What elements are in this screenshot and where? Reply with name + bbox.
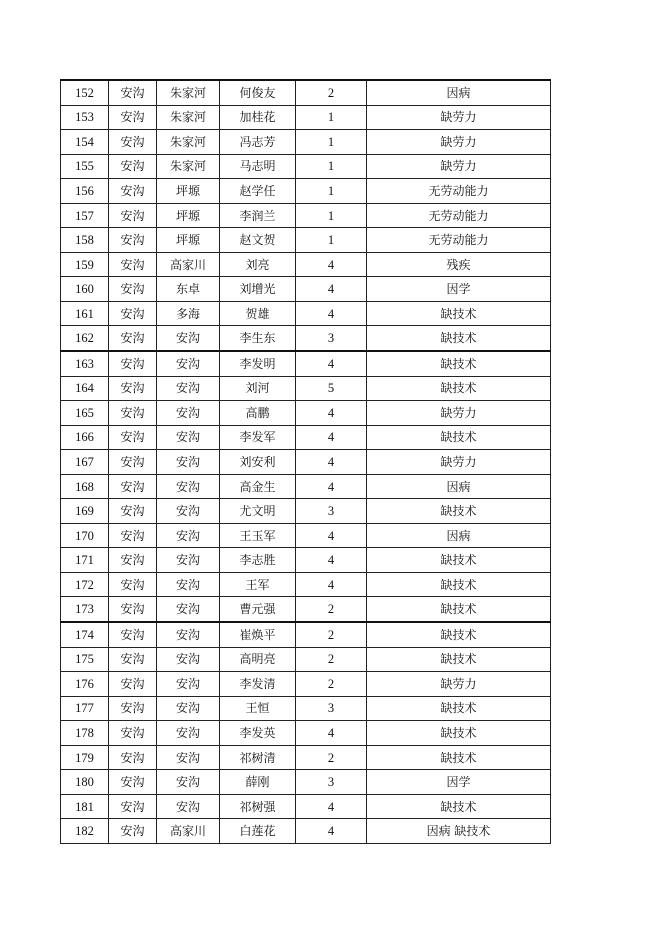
cell-name: 王玉军	[220, 523, 296, 548]
cell-household-size: 4	[296, 277, 367, 302]
table-row	[61, 622, 551, 647]
cell-household-size: 4	[296, 301, 367, 326]
cell-poverty-reason: 因病	[367, 474, 551, 499]
cell-household-size: 3	[296, 499, 367, 524]
cell-name: 刘亮	[220, 252, 296, 277]
table-row	[61, 597, 551, 622]
cell-town: 安沟	[109, 696, 157, 721]
cell-number: 179	[61, 745, 109, 770]
cell-poverty-reason: 缺技术	[367, 548, 551, 573]
cell-name: 王恒	[220, 696, 296, 721]
cell-name: 贺雄	[220, 301, 296, 326]
cell-name: 薛刚	[220, 770, 296, 795]
cell-village: 安沟	[157, 450, 220, 475]
cell-poverty-reason: 缺技术	[367, 647, 551, 672]
cell-village: 安沟	[157, 597, 220, 622]
cell-village: 高家川	[157, 819, 220, 844]
cell-town: 安沟	[109, 130, 157, 155]
cell-number: 162	[61, 326, 109, 351]
cell-name: 崔焕平	[220, 622, 296, 647]
cell-number: 155	[61, 154, 109, 179]
cell-village: 安沟	[157, 499, 220, 524]
cell-village: 坪塬	[157, 203, 220, 228]
cell-household-size: 4	[296, 548, 367, 573]
table-row	[61, 548, 551, 573]
cell-household-size: 4	[296, 425, 367, 450]
cell-village: 安沟	[157, 523, 220, 548]
cell-name: 王军	[220, 572, 296, 597]
cell-village: 安沟	[157, 572, 220, 597]
cell-town: 安沟	[109, 105, 157, 130]
cell-name: 祁树清	[220, 745, 296, 770]
cell-poverty-reason: 缺劳力	[367, 450, 551, 475]
cell-number: 152	[61, 80, 109, 105]
cell-household-size: 1	[296, 105, 367, 130]
cell-number: 182	[61, 819, 109, 844]
cell-name: 李生东	[220, 326, 296, 351]
cell-poverty-reason: 缺技术	[367, 622, 551, 647]
cell-number: 159	[61, 252, 109, 277]
cell-poverty-reason: 因病 缺技术	[367, 819, 551, 844]
cell-village: 东卓	[157, 277, 220, 302]
cell-town: 安沟	[109, 474, 157, 499]
cell-town: 安沟	[109, 572, 157, 597]
cell-number: 164	[61, 376, 109, 401]
cell-number: 180	[61, 770, 109, 795]
table-row	[61, 376, 551, 401]
table-row	[61, 401, 551, 426]
cell-number: 174	[61, 622, 109, 647]
cell-poverty-reason: 缺技术	[367, 572, 551, 597]
cell-village: 安沟	[157, 770, 220, 795]
cell-name: 白莲花	[220, 819, 296, 844]
table-row	[61, 425, 551, 450]
cell-household-size: 1	[296, 228, 367, 253]
cell-number: 166	[61, 425, 109, 450]
cell-household-size: 4	[296, 794, 367, 819]
cell-poverty-reason: 缺技术	[367, 745, 551, 770]
cell-town: 安沟	[109, 277, 157, 302]
cell-number: 157	[61, 203, 109, 228]
table-row	[61, 770, 551, 795]
table-row	[61, 326, 551, 351]
cell-poverty-reason: 缺劳力	[367, 672, 551, 697]
cell-town: 安沟	[109, 351, 157, 376]
cell-name: 刘增光	[220, 277, 296, 302]
cell-household-size: 4	[296, 572, 367, 597]
cell-town: 安沟	[109, 450, 157, 475]
cell-name: 李发军	[220, 425, 296, 450]
cell-village: 安沟	[157, 401, 220, 426]
table-row	[61, 228, 551, 253]
cell-name: 马志明	[220, 154, 296, 179]
cell-number: 160	[61, 277, 109, 302]
cell-household-size: 4	[296, 721, 367, 746]
cell-name: 高鹏	[220, 401, 296, 426]
table-row	[61, 154, 551, 179]
cell-poverty-reason: 因学	[367, 770, 551, 795]
cell-village: 安沟	[157, 351, 220, 376]
cell-village: 安沟	[157, 696, 220, 721]
table-row	[61, 450, 551, 475]
cell-name: 曹元强	[220, 597, 296, 622]
cell-town: 安沟	[109, 376, 157, 401]
cell-village: 安沟	[157, 548, 220, 573]
table-body	[61, 80, 551, 843]
cell-poverty-reason: 缺劳力	[367, 401, 551, 426]
cell-name: 冯志芳	[220, 130, 296, 155]
cell-town: 安沟	[109, 745, 157, 770]
cell-number: 176	[61, 672, 109, 697]
cell-village: 朱家河	[157, 130, 220, 155]
cell-town: 安沟	[109, 228, 157, 253]
table-row	[61, 721, 551, 746]
cell-town: 安沟	[109, 203, 157, 228]
cell-number: 172	[61, 572, 109, 597]
cell-village: 安沟	[157, 721, 220, 746]
cell-town: 安沟	[109, 647, 157, 672]
cell-number: 181	[61, 794, 109, 819]
cell-household-size: 3	[296, 696, 367, 721]
cell-number: 175	[61, 647, 109, 672]
cell-village: 安沟	[157, 794, 220, 819]
cell-number: 156	[61, 179, 109, 204]
table-row	[61, 105, 551, 130]
cell-poverty-reason: 因学	[367, 277, 551, 302]
table-row	[61, 474, 551, 499]
cell-poverty-reason: 缺劳力	[367, 154, 551, 179]
cell-household-size: 1	[296, 179, 367, 204]
cell-household-size: 2	[296, 597, 367, 622]
table-row	[61, 523, 551, 548]
cell-name: 高明亮	[220, 647, 296, 672]
household-table	[60, 79, 551, 844]
cell-town: 安沟	[109, 425, 157, 450]
cell-town: 安沟	[109, 548, 157, 573]
table-row	[61, 277, 551, 302]
cell-village: 安沟	[157, 647, 220, 672]
cell-poverty-reason: 缺技术	[367, 376, 551, 401]
cell-name: 李发清	[220, 672, 296, 697]
cell-village: 安沟	[157, 745, 220, 770]
cell-name: 李志胜	[220, 548, 296, 573]
cell-name: 何俊友	[220, 80, 296, 105]
table-row	[61, 672, 551, 697]
cell-number: 171	[61, 548, 109, 573]
cell-town: 安沟	[109, 672, 157, 697]
table-row	[61, 179, 551, 204]
cell-name: 赵学任	[220, 179, 296, 204]
cell-name: 李润兰	[220, 203, 296, 228]
cell-poverty-reason: 缺技术	[367, 721, 551, 746]
cell-town: 安沟	[109, 770, 157, 795]
table-row	[61, 572, 551, 597]
cell-town: 安沟	[109, 326, 157, 351]
cell-household-size: 4	[296, 523, 367, 548]
cell-town: 安沟	[109, 80, 157, 105]
cell-number: 173	[61, 597, 109, 622]
cell-poverty-reason: 缺技术	[367, 326, 551, 351]
table-row	[61, 794, 551, 819]
cell-poverty-reason: 缺劳力	[367, 130, 551, 155]
cell-household-size: 4	[296, 819, 367, 844]
cell-name: 李发英	[220, 721, 296, 746]
table-row	[61, 301, 551, 326]
cell-household-size: 4	[296, 252, 367, 277]
cell-household-size: 4	[296, 401, 367, 426]
cell-town: 安沟	[109, 794, 157, 819]
cell-number: 168	[61, 474, 109, 499]
table-row	[61, 499, 551, 524]
cell-poverty-reason: 缺技术	[367, 425, 551, 450]
cell-household-size: 3	[296, 770, 367, 795]
cell-village: 朱家河	[157, 80, 220, 105]
cell-number: 161	[61, 301, 109, 326]
cell-name: 刘安利	[220, 450, 296, 475]
cell-poverty-reason: 因病	[367, 523, 551, 548]
cell-town: 安沟	[109, 597, 157, 622]
cell-number: 154	[61, 130, 109, 155]
cell-town: 安沟	[109, 401, 157, 426]
cell-household-size: 1	[296, 154, 367, 179]
cell-poverty-reason: 缺技术	[367, 696, 551, 721]
cell-village: 坪塬	[157, 228, 220, 253]
cell-village: 安沟	[157, 672, 220, 697]
table-row	[61, 130, 551, 155]
cell-number: 158	[61, 228, 109, 253]
cell-household-size: 1	[296, 203, 367, 228]
cell-household-size: 2	[296, 672, 367, 697]
cell-poverty-reason: 缺技术	[367, 499, 551, 524]
cell-poverty-reason: 缺技术	[367, 351, 551, 376]
table-row	[61, 745, 551, 770]
table-row	[61, 696, 551, 721]
cell-town: 安沟	[109, 154, 157, 179]
cell-poverty-reason: 无劳动能力	[367, 179, 551, 204]
cell-village: 安沟	[157, 474, 220, 499]
cell-poverty-reason: 因病	[367, 80, 551, 105]
cell-poverty-reason: 缺技术	[367, 794, 551, 819]
cell-number: 178	[61, 721, 109, 746]
cell-poverty-reason: 无劳动能力	[367, 203, 551, 228]
cell-village: 坪塬	[157, 179, 220, 204]
cell-poverty-reason: 缺技术	[367, 597, 551, 622]
cell-name: 李发明	[220, 351, 296, 376]
cell-town: 安沟	[109, 252, 157, 277]
cell-household-size: 2	[296, 80, 367, 105]
table-row	[61, 80, 551, 105]
cell-town: 安沟	[109, 819, 157, 844]
cell-town: 安沟	[109, 622, 157, 647]
cell-village: 安沟	[157, 425, 220, 450]
cell-poverty-reason: 无劳动能力	[367, 228, 551, 253]
cell-town: 安沟	[109, 179, 157, 204]
cell-number: 169	[61, 499, 109, 524]
table-row	[61, 819, 551, 844]
cell-name: 高金生	[220, 474, 296, 499]
cell-village: 多海	[157, 301, 220, 326]
cell-number: 163	[61, 351, 109, 376]
cell-number: 170	[61, 523, 109, 548]
cell-village: 朱家河	[157, 154, 220, 179]
cell-village: 高家川	[157, 252, 220, 277]
cell-household-size: 3	[296, 326, 367, 351]
cell-poverty-reason: 残疾	[367, 252, 551, 277]
cell-name: 刘河	[220, 376, 296, 401]
table-row	[61, 252, 551, 277]
cell-household-size: 2	[296, 622, 367, 647]
cell-name: 赵文贺	[220, 228, 296, 253]
cell-town: 安沟	[109, 523, 157, 548]
cell-number: 153	[61, 105, 109, 130]
table-row	[61, 647, 551, 672]
cell-poverty-reason: 缺技术	[367, 301, 551, 326]
cell-name: 加桂花	[220, 105, 296, 130]
cell-number: 165	[61, 401, 109, 426]
table-row	[61, 351, 551, 376]
table-row	[61, 203, 551, 228]
cell-household-size: 2	[296, 647, 367, 672]
cell-household-size: 5	[296, 376, 367, 401]
cell-village: 朱家河	[157, 105, 220, 130]
cell-number: 177	[61, 696, 109, 721]
cell-name: 尤文明	[220, 499, 296, 524]
cell-town: 安沟	[109, 721, 157, 746]
cell-household-size: 4	[296, 351, 367, 376]
cell-number: 167	[61, 450, 109, 475]
cell-household-size: 1	[296, 130, 367, 155]
cell-town: 安沟	[109, 499, 157, 524]
cell-village: 安沟	[157, 326, 220, 351]
cell-village: 安沟	[157, 622, 220, 647]
cell-name: 祁树强	[220, 794, 296, 819]
cell-village: 安沟	[157, 376, 220, 401]
cell-household-size: 4	[296, 450, 367, 475]
cell-household-size: 4	[296, 474, 367, 499]
cell-town: 安沟	[109, 301, 157, 326]
cell-poverty-reason: 缺劳力	[367, 105, 551, 130]
cell-household-size: 2	[296, 745, 367, 770]
